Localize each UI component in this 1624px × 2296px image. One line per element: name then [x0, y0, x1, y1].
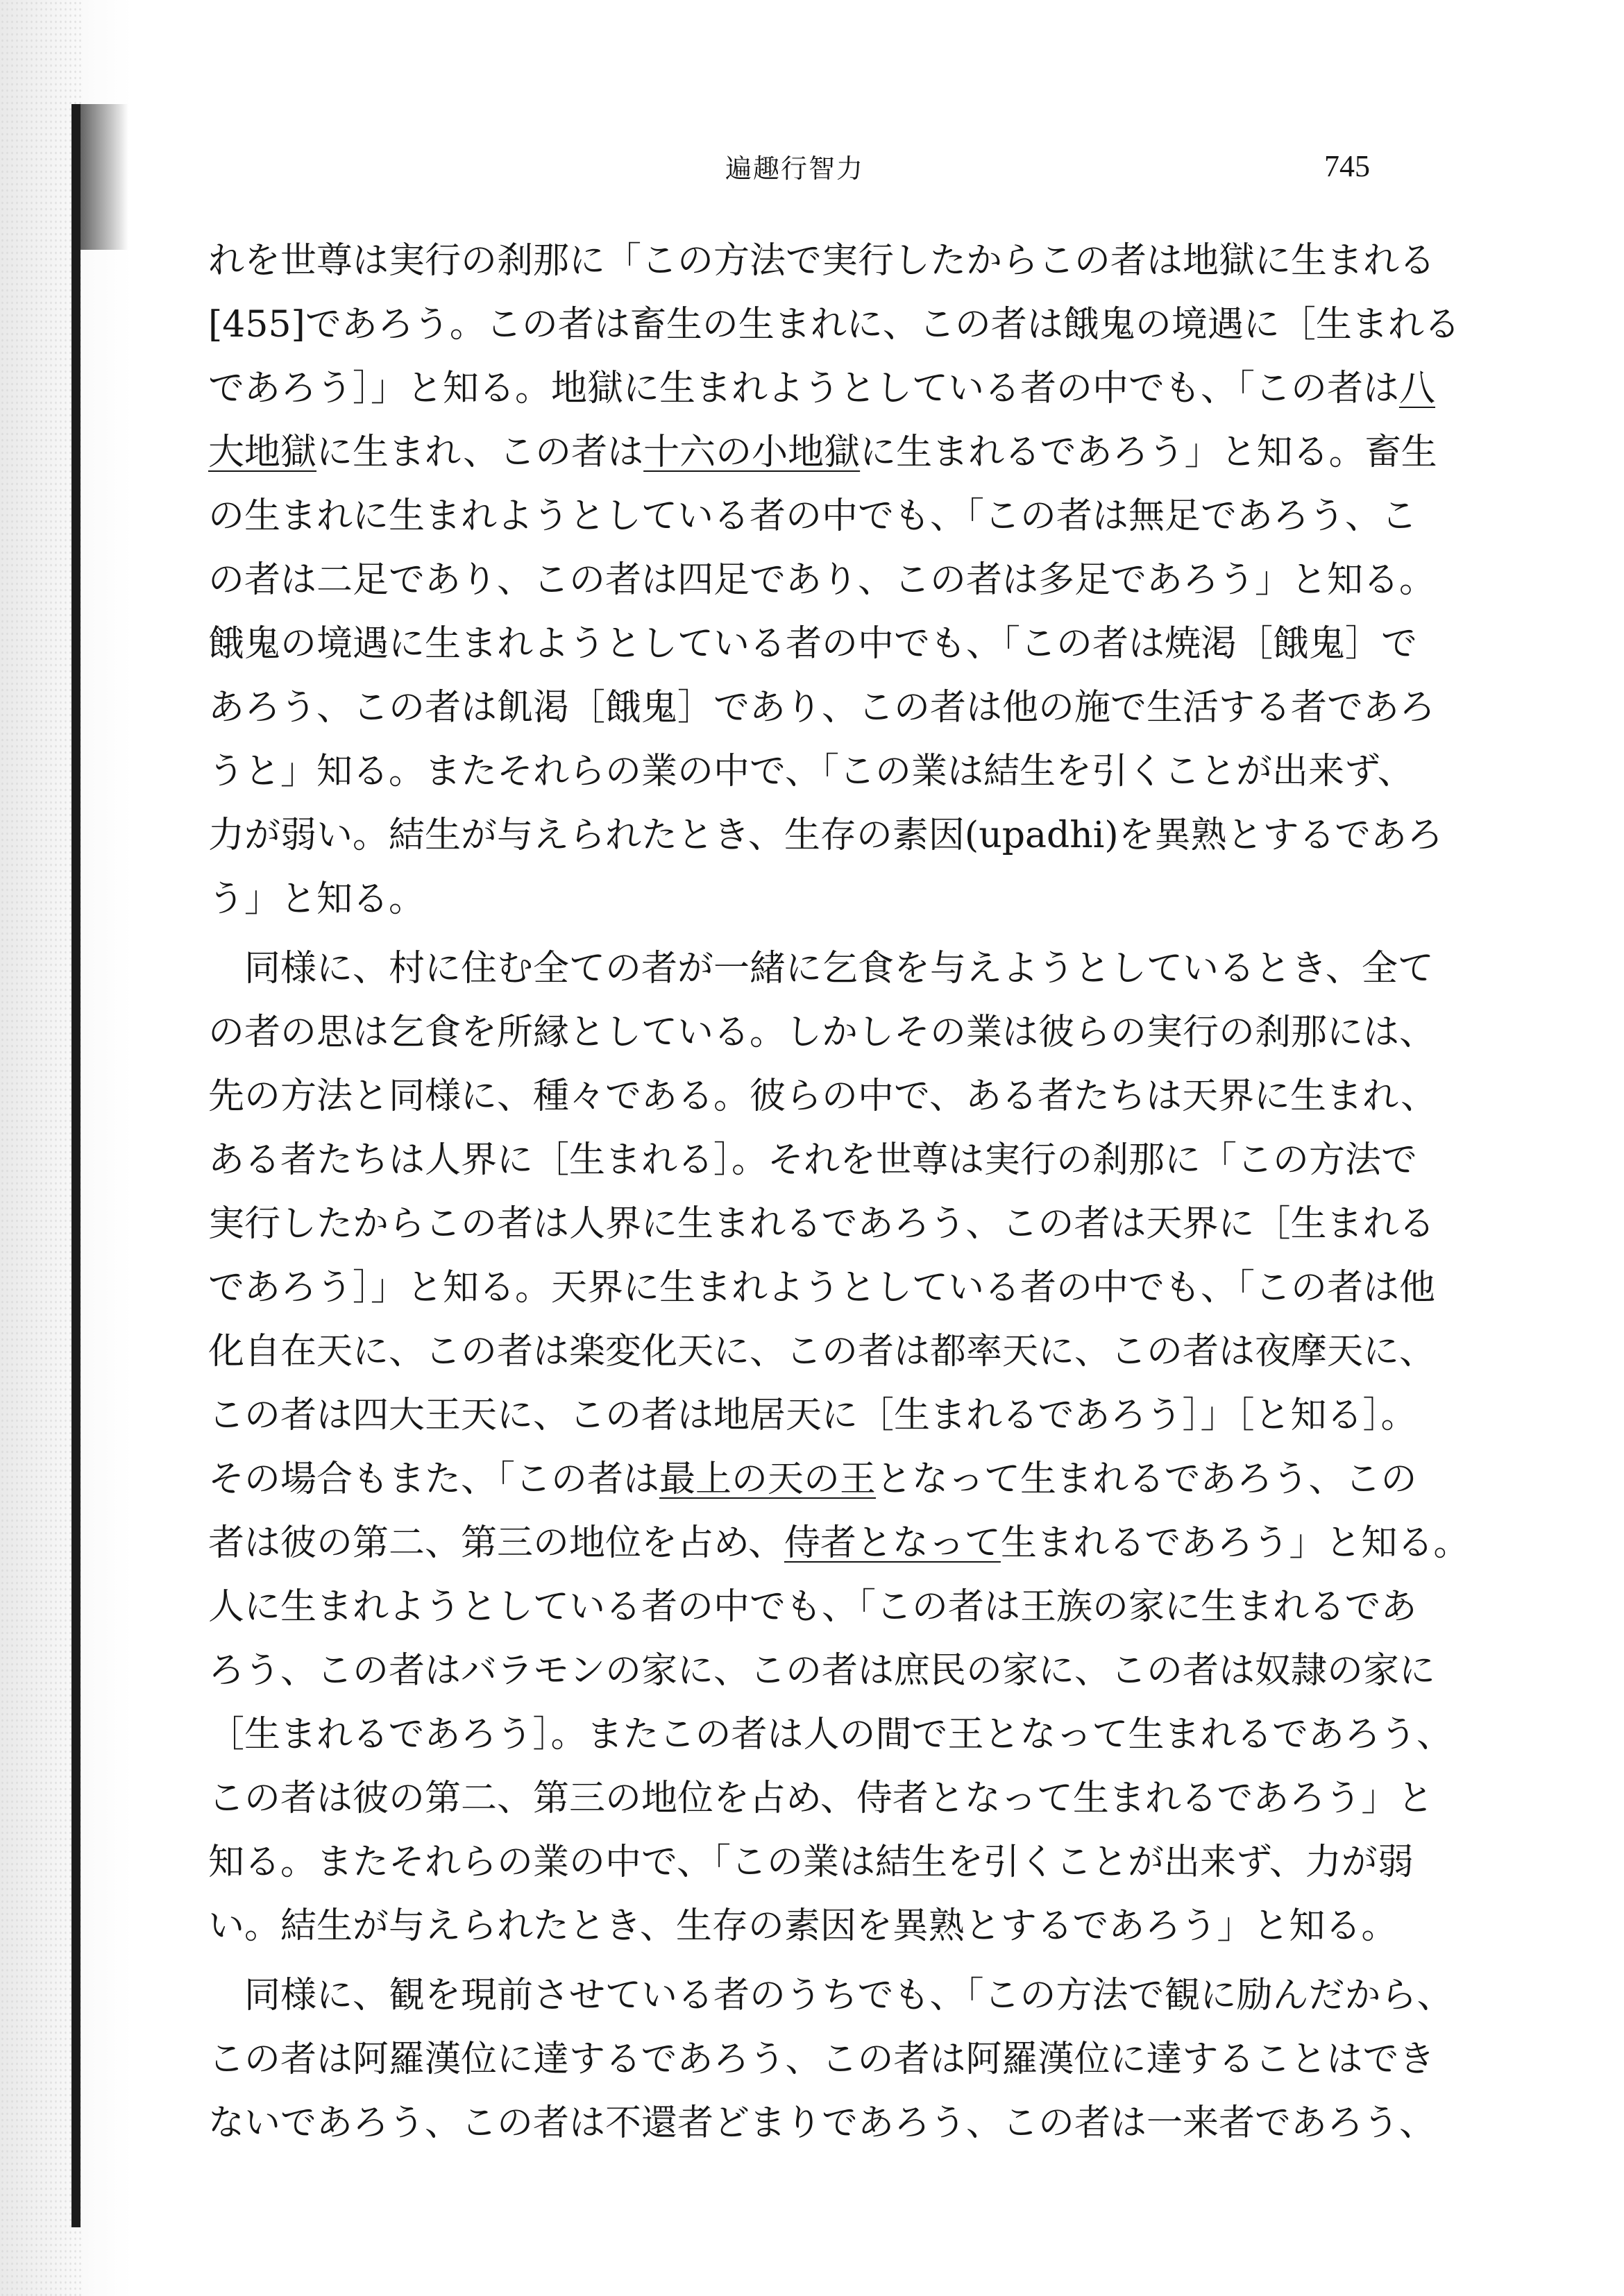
text-line: [208, 1964, 1453, 2027]
text-line: [208, 676, 1436, 740]
running-head: 遍趣行智力: [725, 153, 865, 184]
underlined-term: 十六の小地獄: [643, 432, 861, 473]
text-segment: ないであろう、この者は不還者どまりであろう、この者は一来者であろう、: [208, 2102, 1436, 2144]
text-segment: 実行したからこの者は人界に生まれるであろう、この者は天界に［生まれる: [208, 1203, 1435, 1245]
text-line: [208, 293, 1460, 357]
text-segment: の生まれに生まれようとしている者の中でも、「この者は無足であろう、こ: [208, 495, 1418, 537]
underlined-term: 八: [1399, 368, 1436, 409]
text-segment: あろう、この者は飢渇［餓鬼］であり、この者は他の施で生活する者であろ: [208, 687, 1436, 729]
text-line: [208, 1128, 1416, 1192]
text-line: [208, 1703, 1453, 1767]
text-segment: ろう、この者はバラモンの家に、この者は庶民の家に、この者は奴隷の家に: [208, 1650, 1436, 1692]
text-segment: 人に生まれようとしている者の中でも、「この者は王族の家に生まれるであ: [208, 1586, 1417, 1628]
text-line: [208, 229, 1436, 293]
text-line: [208, 803, 1444, 867]
text-segment: う」と知る。: [208, 878, 425, 920]
text-segment: 者は彼の第二、第三の地位を占め、: [208, 1522, 784, 1564]
text-line: [208, 740, 1416, 803]
scan-gutter-noise: [0, 0, 83, 2296]
text-line: [208, 1001, 1436, 1064]
text-line: [208, 2091, 1436, 2155]
text-line: [208, 1767, 1434, 1830]
text-segment: 生まれるであろう」と知る。: [1000, 1522, 1470, 1564]
text-segment: 知る。またそれらの業の中で、「この業は結生を引くことが出来ず、力が弱: [208, 1842, 1414, 1883]
text-line: [208, 1384, 1416, 1447]
text-line: [208, 612, 1416, 676]
text-segment: となって生まれるであろう、この: [876, 1459, 1417, 1500]
text-line: [208, 548, 1436, 612]
text-line: [208, 867, 1416, 931]
text-line: [208, 1894, 1416, 1958]
text-segment: この者は四大王天に、この者は地居天に［生まれるであろう］」［と知る］。: [208, 1395, 1417, 1436]
text-line: [208, 1192, 1435, 1256]
text-segment: れを世尊は実行の刹那に「この方法で実行したからこの者は地獄に生まれる: [208, 240, 1436, 282]
text-line: [208, 1320, 1436, 1384]
body-text: [208, 229, 1470, 2155]
text-segment: 力が弱い。結生が与えられたとき、生存の素因(upadhi)を異熟とするであろ: [208, 815, 1444, 856]
text-segment: この者は阿羅漢位に達するであろう、この者は阿羅漢位に達することはでき: [208, 2039, 1435, 2080]
text-segment: であろう］」と知る。天界に生まれようとしている者の中でも、「この者は他: [208, 1267, 1436, 1309]
text-line: [208, 1064, 1437, 1128]
book-spine-line: [71, 104, 81, 2227]
text-segment: 餓鬼の境遇に生まれようとしている者の中でも、「この者は焼渇［餓鬼］で: [208, 623, 1418, 665]
text-segment: 同様に、観を現前させている者のうちでも、「この方法で観に励んだから、: [244, 1975, 1453, 2016]
text-line: [208, 357, 1436, 420]
text-line: [208, 420, 1437, 484]
text-segment: に生まれ、この者は: [316, 432, 644, 473]
text-segment: この者は彼の第二、第三の地位を占め、侍者となって生まれるであろう」と: [208, 1778, 1434, 1819]
underlined-term: 侍者となって: [784, 1522, 1001, 1564]
text-line: [208, 1830, 1416, 1894]
text-segment: 先の方法と同様に、種々である。彼らの中で、ある者たちは天界に生まれ、: [208, 1075, 1437, 1117]
text-segment: の者は二足であり、この者は四足であり、この者は多足であろう」と知る。: [208, 559, 1436, 601]
text-line: [208, 937, 1434, 1001]
scan-gutter-dark-edge: [73, 104, 128, 250]
text-segment: ある者たちは人界に［生まれる］。それを世尊は実行の刹那に「この方法で: [208, 1139, 1418, 1181]
text-segment: 同様に、村に住む全ての者が一緒に乞食を与えようとしているとき、全て: [244, 948, 1434, 989]
underlined-term: 最上の天の王: [659, 1459, 877, 1500]
text-line: [208, 2027, 1435, 2091]
text-segment: に生まれるであろう」と知る。畜生: [860, 432, 1437, 473]
text-line: [208, 1511, 1470, 1575]
text-segment: その場合もまた、「この者は: [208, 1459, 660, 1500]
text-segment: ［生まれるであろう］。またこの者は人の間で王となって生まれるであろう、: [208, 1714, 1453, 1755]
text-segment: の者の思は乞食を所縁としている。しかしその業は彼らの実行の刹那には、: [208, 1012, 1436, 1053]
underlined-term: 大地獄: [208, 432, 317, 473]
text-line: [208, 1447, 1416, 1511]
text-line: [208, 484, 1416, 548]
text-line: [208, 1575, 1416, 1639]
text-segment: 化自在天に、この者は楽変化天に、この者は都率天に、この者は夜摩天に、: [208, 1331, 1436, 1372]
text-line: [208, 1639, 1436, 1703]
text-segment: [455]であろう。この者は畜生の生まれに、この者は餓鬼の境遇に［生まれる: [208, 304, 1460, 346]
text-segment: い。結生が与えられたとき、生存の素因を異熟とするであろう」と知る。: [208, 1905, 1398, 1947]
page-number: 745: [1324, 149, 1370, 183]
text-segment: うと」知る。またそれらの業の中で、「この業は結生を引くことが出来ず、: [208, 751, 1414, 792]
text-segment: であろう］」と知る。地獄に生まれようとしている者の中でも、「この者は: [208, 368, 1400, 409]
text-line: [208, 1256, 1436, 1320]
